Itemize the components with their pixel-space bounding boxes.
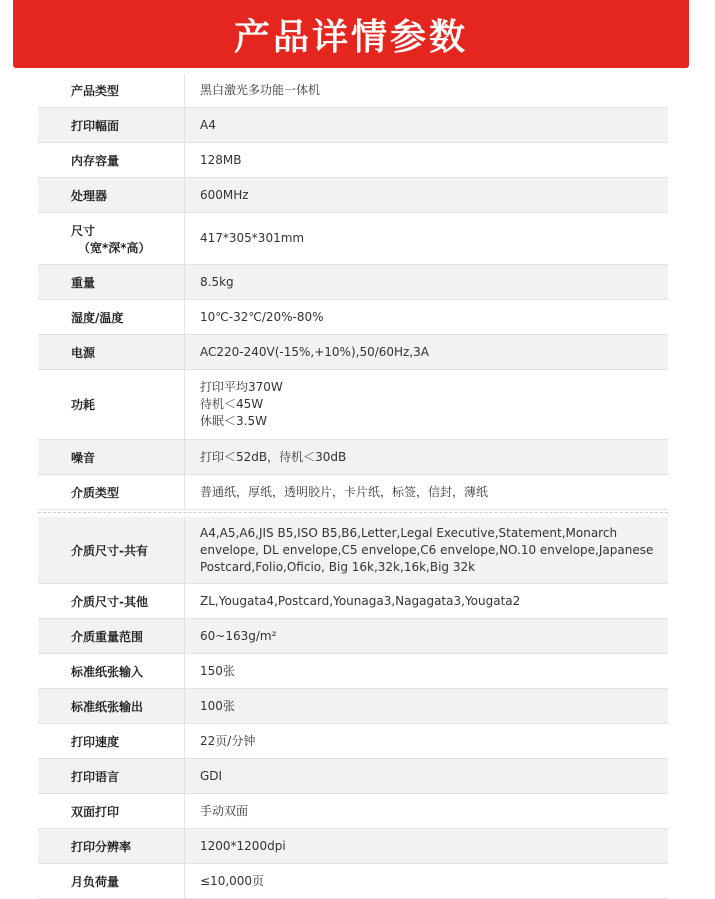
spec-value: 417*305*301mm [200, 231, 305, 245]
spec-value: 150张 [200, 663, 235, 678]
spec-row [38, 440, 668, 475]
spec-value: 8.5kg [200, 274, 234, 289]
spec-row [38, 619, 668, 654]
spec-row [38, 265, 668, 300]
spec-label: 电源 [38, 335, 185, 369]
spec-value: A4 [200, 117, 216, 132]
spec-row [38, 108, 668, 143]
spec-value: GDI [200, 768, 223, 783]
spec-value: 128MB [200, 152, 242, 167]
spec-label: 介质类型 [38, 475, 185, 509]
spec-value: 打印＜52dB，待机＜30dB [200, 449, 347, 464]
spec-value: AC220-240V(-15%,+10%),50/60Hz,3A [200, 344, 430, 359]
spec-row [38, 335, 668, 370]
spec-value: 手动双面 [200, 803, 249, 818]
spec-label: 功耗 [38, 370, 185, 439]
spec-value: 普通纸，厚纸，透明胶片，卡片纸，标签，信封，薄纸 [200, 484, 489, 499]
spec-row [38, 584, 668, 619]
spec-label: 内存容量 [38, 143, 185, 177]
spec-row [38, 689, 668, 724]
spec-row [38, 178, 668, 213]
spec-value: ZL,Yougata4,Postcard,Younaga3,Nagagata3,Yougata2 [200, 593, 521, 608]
spec-label: 介质尺寸-共有 [38, 517, 185, 583]
spec-row [38, 829, 668, 864]
spec-label: 月负荷量 [38, 864, 185, 898]
spec-label-sub: （宽*深*高） [78, 240, 151, 255]
spec-value: ≤10,000页 [200, 873, 265, 888]
spec-row [38, 724, 668, 759]
spec-value: 22页/分钟 [200, 733, 256, 748]
spec-label: 打印分辨率 [38, 829, 185, 863]
header-banner [13, 0, 689, 68]
spec-row [38, 370, 668, 440]
spec-value: 60~163g/m² [200, 628, 277, 643]
spec-row [38, 143, 668, 178]
spec-label: 打印速度 [38, 724, 185, 758]
spec-row [38, 475, 668, 510]
spec-row [38, 74, 668, 108]
spec-row [38, 654, 668, 689]
spec-label: 打印幅面 [38, 108, 185, 142]
spec-value: 打印平均370W 待机＜45W 休眠＜3.5W [200, 380, 283, 428]
spec-value: 黑白激光多功能一体机 [200, 83, 321, 97]
spec-label: 重量 [38, 265, 185, 299]
spec-value: 100张 [200, 698, 235, 713]
spec-row [38, 213, 668, 265]
spec-value: 600MHz [200, 187, 249, 202]
spec-row [38, 864, 668, 899]
spec-label: 噪音 [38, 440, 185, 474]
spec-row [38, 794, 668, 829]
spec-row [38, 759, 668, 794]
spec-label: 处理器 [38, 178, 185, 212]
spec-value: 1200*1200dpi [200, 838, 286, 853]
spec-label: 双面打印 [38, 794, 185, 828]
spec-value: A4,A5,A6,JIS B5,ISO B5,B6,Letter,Legal Executive,Statement,Monarch envelope, DL envelope,C5 envelope,C6 envelope,NO.10 envelope,Japanese Postcard,Folio,Oficio, Big 16k,32k,16k,Big 32k [200, 525, 654, 574]
spec-label: 打印语言 [38, 759, 185, 793]
page-title: 产品详情参数 [233, 16, 468, 58]
spec-row [38, 300, 668, 335]
spec-label: 尺寸 （宽*深*高） [38, 213, 185, 264]
spec-label: 湿度/温度 [38, 300, 185, 334]
spec-value: 10℃-32℃/20%-80% [200, 309, 324, 324]
spec-table [38, 74, 668, 899]
spec-row [38, 517, 668, 584]
spec-label: 标准纸张输出 [38, 689, 185, 723]
spec-label: 介质重量范围 [38, 619, 185, 653]
spec-label: 介质尺寸-其他 [38, 584, 185, 618]
section-divider [38, 512, 668, 514]
spec-label: 标准纸张输入 [38, 654, 185, 688]
spec-label: 产品类型 [38, 74, 185, 107]
